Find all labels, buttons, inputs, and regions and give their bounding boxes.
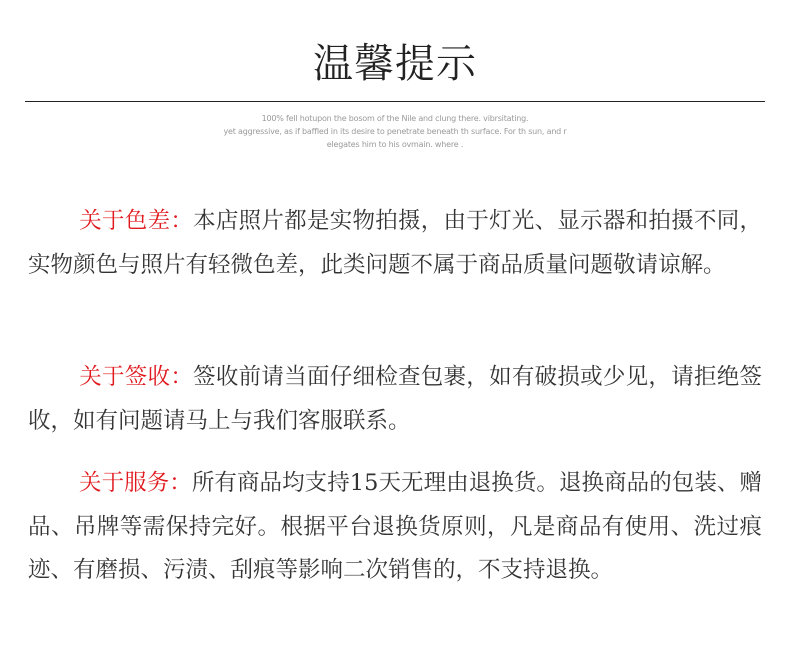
title-divider bbox=[25, 101, 765, 102]
section-text: 签收前请当面仔细检查包裹，如有破损或少见，请拒绝签收，如有问题请马上与我们客服联系。 bbox=[28, 364, 762, 434]
notice-color-difference bbox=[28, 200, 762, 287]
subtext-line: yet aggressive, as if baffled in its desire to penetrate beneath th surface. For th sun, and r bbox=[223, 127, 567, 136]
section-label: 关于签收： bbox=[79, 364, 194, 390]
page-title: 温馨提示 bbox=[313, 41, 477, 87]
notice-service bbox=[28, 462, 762, 593]
subtext-line: 100% fell hotupon the bosom of the Nile and clung there. vibrsitating. bbox=[261, 114, 529, 123]
section-label: 关于服务： bbox=[79, 470, 192, 496]
section-text: 本店照片都是实物拍摄，由于灯光、显示器和拍摄不同，实物颜色与照片有轻微色差，此类问题不属于商品质量问题敬请谅解。 bbox=[28, 208, 762, 278]
decorative-subtext bbox=[190, 112, 600, 151]
subtext-line: elegates him to his ovmain. where . bbox=[326, 140, 464, 149]
section-text: 所有商品均支持15天无理由退换货。退换商品的包装、赠品、吊牌等需保持完好。根据平台退换货原则，凡是商品有使用、洗过痕迹、有磨损、污渍、刮痕等影响二次销售的，不支持退换。 bbox=[28, 470, 762, 583]
section-label: 关于色差： bbox=[79, 208, 194, 234]
notice-delivery-receipt bbox=[28, 356, 762, 443]
